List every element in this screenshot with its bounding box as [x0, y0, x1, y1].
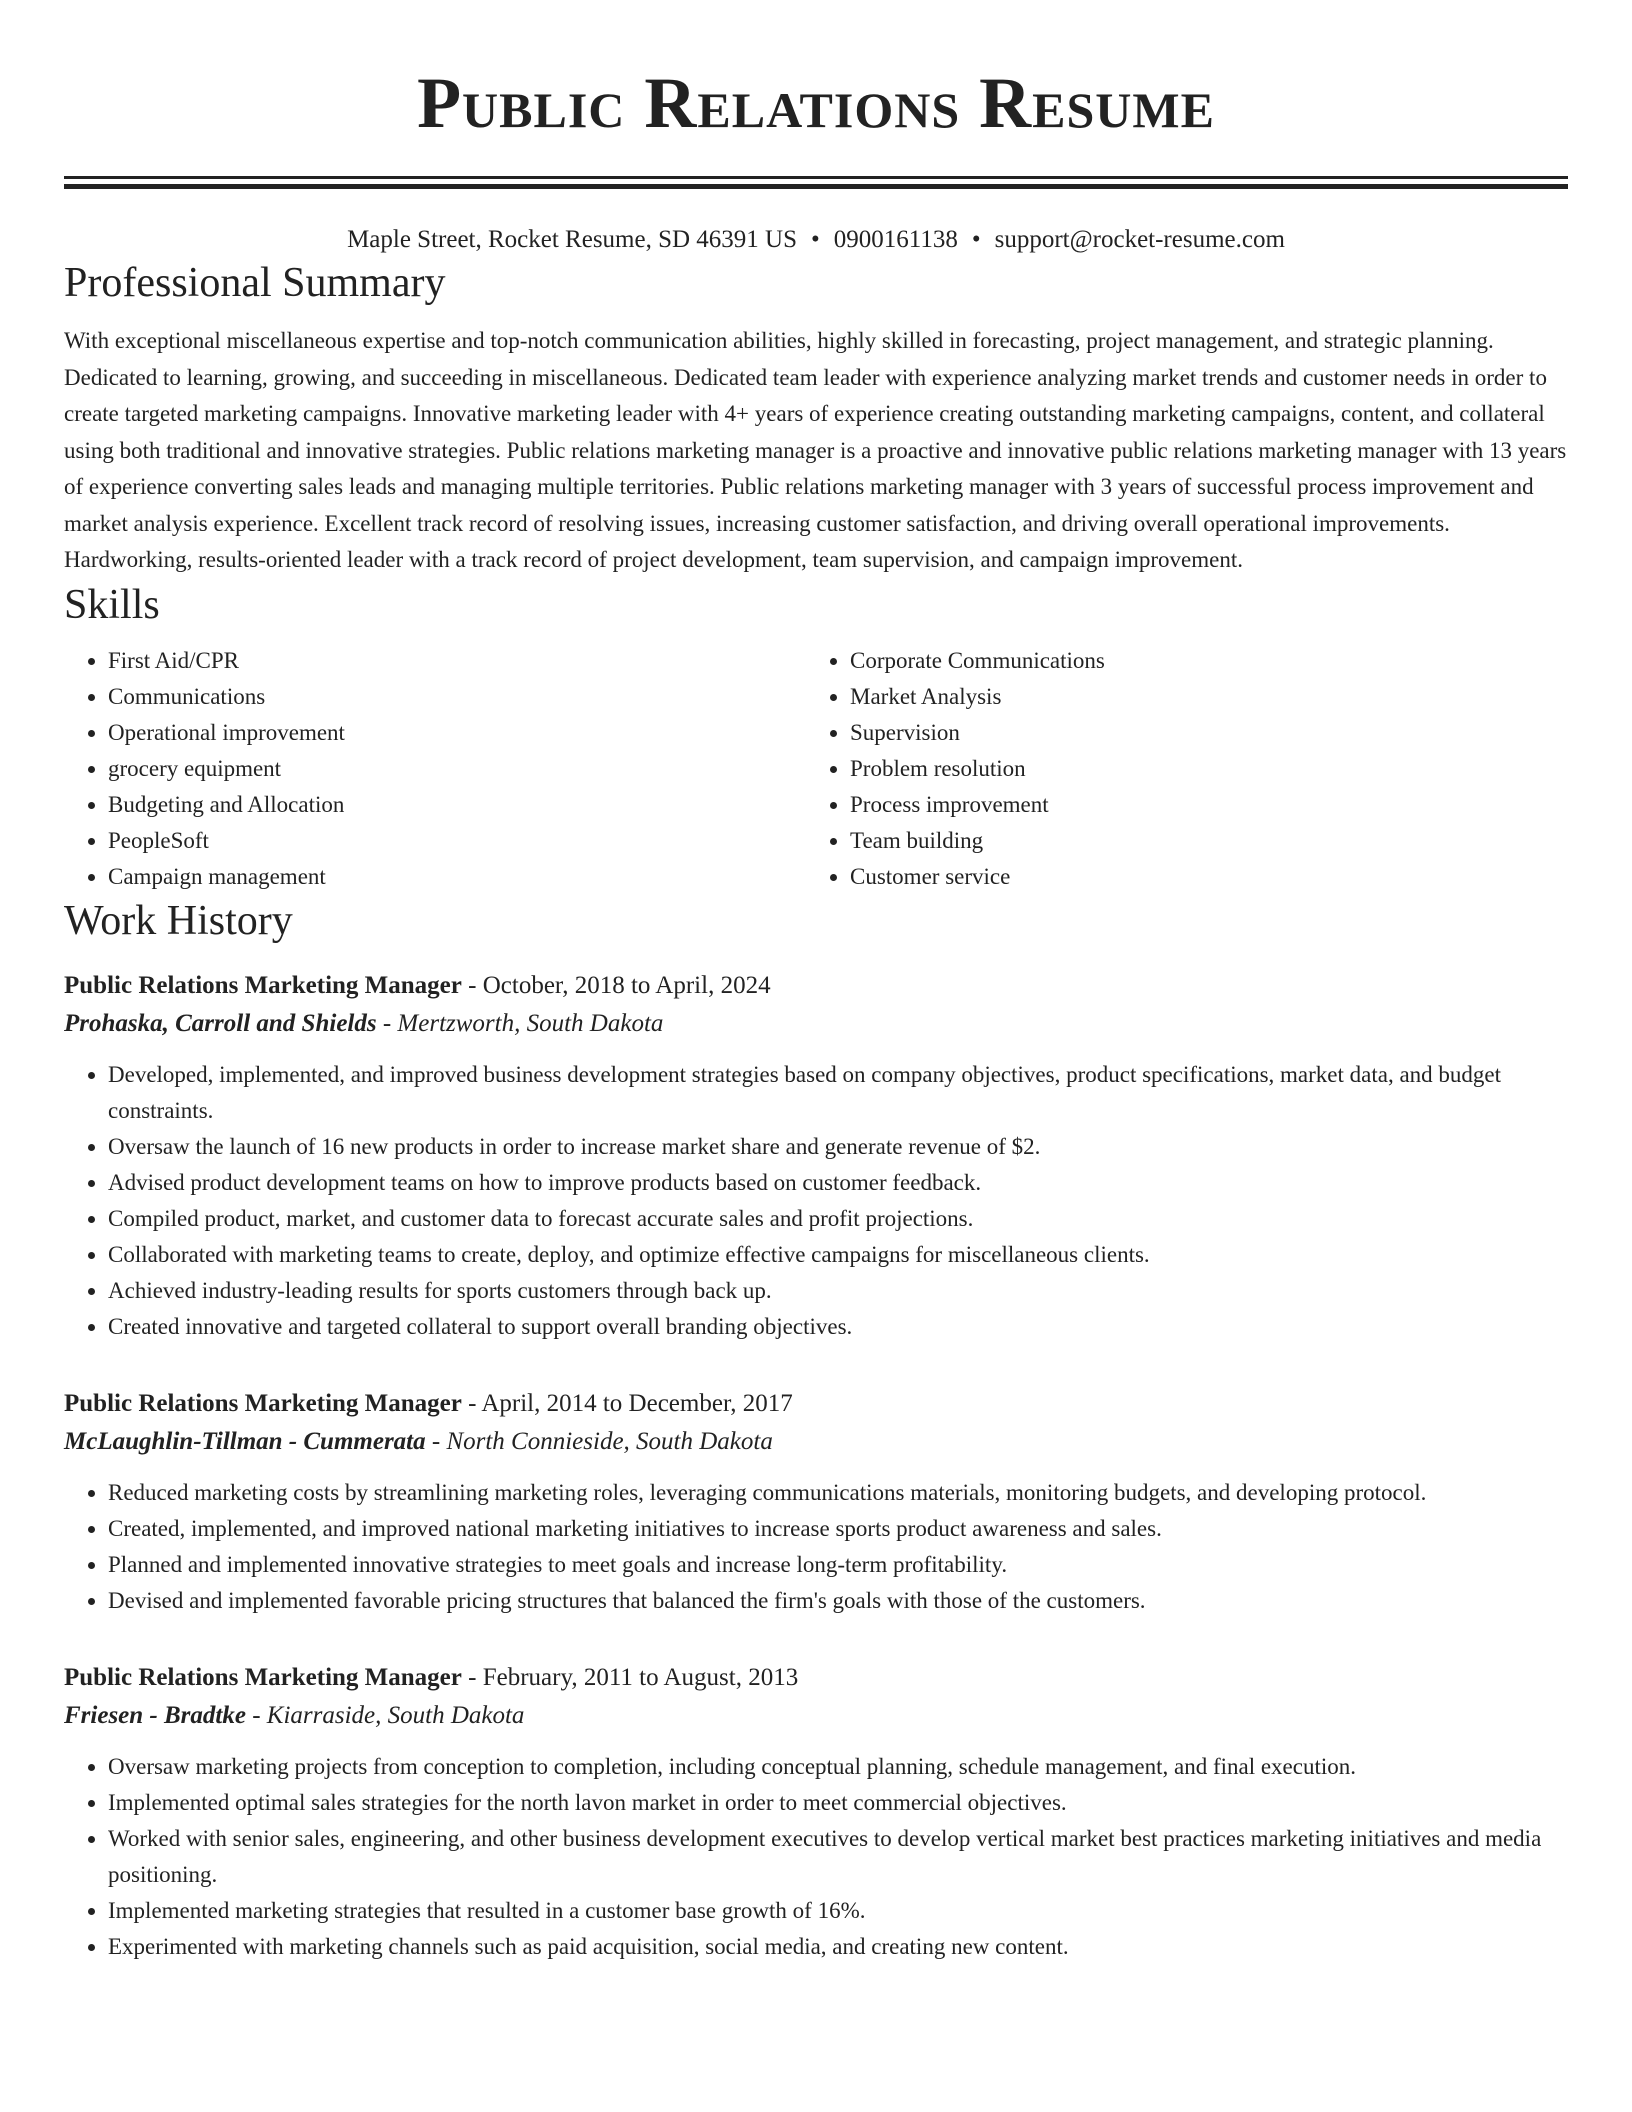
job-title: Public Relations Marketing Manager — [64, 1663, 462, 1691]
job-title-line: Public Relations Marketing Manager - April, 2014 to December, 2017 — [64, 1389, 793, 1417]
job-title-line: Public Relations Marketing Manager - February, 2011 to August, 2013 — [64, 1663, 799, 1691]
skills-heading: Skills — [64, 581, 160, 628]
job-company-line: Prohaska, Carroll and Shields - Mertzworth, South Dakota — [64, 1009, 664, 1037]
skill-item: • Supervision — [850, 715, 1548, 751]
job-location: Mertzworth, South Dakota — [397, 1009, 664, 1037]
skill-item: • PeopleSoft — [108, 823, 806, 859]
skill-item: • Customer service — [850, 859, 1548, 895]
job-bullet: • Implemented optimal sales strategies for the north lavon market in order to meet commercial objectives. — [108, 1785, 1568, 1821]
skills-list — [64, 643, 1568, 895]
job-bullet: • Advised product development teams on how to improve products based on customer feedback. — [108, 1165, 1568, 1201]
job-bullet: • Collaborated with marketing teams to create, deploy, and optimize effective campaigns for miscellaneous clients. — [108, 1237, 1568, 1273]
resume-title: Public Relations Resume — [417, 63, 1215, 143]
summary-text: With exceptional miscellaneous expertise and top-notch communication abilities, highly skilled in forecasting, project management, and strategic planning. Dedicated to learning, growing, and succeeding in miscellaneous. Dedicated team leader with experience analyzing market trends and customer needs in order to create targeted marketing campaigns. Innovative marketing leader with 4+ years of experience creating outstanding marketing campaigns, content, and collateral using both traditional and innovative strategies. Public relations marketing manager is a proactive and innovative public relations marketing manager with 13 years of experience converting sales leads and managing multiple territories. Public relations marketing manager with 3 years of successful process improvement and market analysis experience. Excellent track record of resolving issues, increasing customer satisfaction, and driving overall operational improvements. Hardworking, results-oriented leader with a track record of project development, team supervision, and campaign improvement. — [64, 328, 1567, 572]
job-bullet: • Created innovative and targeted collateral to support overall branding objectives. — [108, 1309, 1568, 1345]
skill-item: • Problem resolution — [850, 751, 1548, 787]
job-dates: April, 2014 to December, 2017 — [481, 1389, 793, 1417]
job-bullet: • Created, implemented, and improved national marketing initiatives to increase sports product awareness and sales. — [108, 1511, 1568, 1547]
job-bullets — [64, 1057, 1568, 1345]
job-bullet: • Planned and implemented innovative strategies to meet goals and increase long-term profitability. — [108, 1547, 1568, 1583]
contact-separator: • — [811, 226, 820, 253]
job-location: Kiarraside, South Dakota — [266, 1701, 525, 1729]
job-company-line: Friesen - Bradtke - Kiarraside, South Dakota — [64, 1701, 525, 1729]
skill-item: • First Aid/CPR — [108, 643, 806, 679]
job-bullet: • Compiled product, market, and customer data to forecast accurate sales and profit projections. — [108, 1201, 1568, 1237]
skills-column-right — [806, 643, 1548, 895]
work-history-heading: Work History — [64, 897, 293, 944]
contact-separator: • — [971, 226, 981, 253]
job-company: McLaughlin-Tillman - Cummerata — [64, 1427, 426, 1455]
title-divider — [64, 176, 1568, 189]
skill-item: • grocery equipment — [108, 751, 806, 787]
contact-phone: 0900161138 — [833, 226, 958, 253]
job-dates: October, 2018 to April, 2024 — [482, 971, 771, 999]
job-bullet: • Devised and implemented favorable pricing structures that balanced the firm's goals with those of the customers. — [108, 1583, 1568, 1619]
job-bullets — [64, 1475, 1568, 1619]
contact-email: support@rocket-resume.com — [994, 226, 1285, 253]
job-company-line: McLaughlin-Tillman - Cummerata - North Connieside, South Dakota — [64, 1427, 773, 1455]
job-bullet: • Oversaw the launch of 16 new products in order to increase market share and generate revenue of $2. — [108, 1129, 1568, 1165]
contact-line — [64, 223, 1568, 257]
job-title: Public Relations Marketing Manager — [64, 971, 462, 999]
job-company: Prohaska, Carroll and Shields — [64, 1009, 377, 1037]
skill-item: • Corporate Communications — [850, 643, 1548, 679]
job-entry — [64, 967, 1568, 1345]
skill-item: • Team building — [850, 823, 1548, 859]
skill-item: • Budgeting and Allocation — [108, 787, 806, 823]
job-company: Friesen - Bradtke — [64, 1701, 246, 1729]
job-location: North Connieside, South Dakota — [446, 1427, 773, 1455]
job-bullet: • Developed, implemented, and improved business development strategies based on company objectives, product specifications, market data, and budget constraints. — [108, 1057, 1568, 1129]
job-bullet: • Experimented with marketing channels such as paid acquisition, social media, and creating new content. — [108, 1929, 1568, 1965]
job-bullet: • Implemented marketing strategies that resulted in a customer base growth of 16%. — [108, 1893, 1568, 1929]
summary-heading: Professional Summary — [64, 260, 446, 306]
skill-item: • Communications — [108, 679, 806, 715]
job-dates: February, 2011 to August, 2013 — [482, 1663, 799, 1691]
skill-item: • Campaign management — [108, 859, 806, 895]
job-bullet: • Oversaw marketing projects from conception to completion, including conceptual planning, schedule management, and final execution. — [108, 1749, 1568, 1785]
contact-address: Maple Street, Rocket Resume, SD 46391 US — [347, 226, 798, 253]
job-bullets — [64, 1749, 1568, 1965]
skill-item: • Market Analysis — [850, 679, 1548, 715]
job-entry — [64, 1385, 1568, 1619]
job-bullet: • Reduced marketing costs by streamlining marketing roles, leveraging communications materials, monitoring budgets, and developing protocol. — [108, 1475, 1568, 1511]
skills-column-left — [64, 643, 806, 895]
job-title: Public Relations Marketing Manager — [64, 1389, 462, 1417]
job-title-line: Public Relations Marketing Manager - October, 2018 to April, 2024 — [64, 971, 771, 999]
job-bullet: • Worked with senior sales, engineering, and other business development executives to develop vertical market best practices marketing initiatives and media positioning. — [108, 1821, 1568, 1893]
job-bullet: • Achieved industry-leading results for sports customers through back up. — [108, 1273, 1568, 1309]
skill-item: • Operational improvement — [108, 715, 806, 751]
skill-item: • Process improvement — [850, 787, 1548, 823]
job-entry — [64, 1659, 1568, 1965]
